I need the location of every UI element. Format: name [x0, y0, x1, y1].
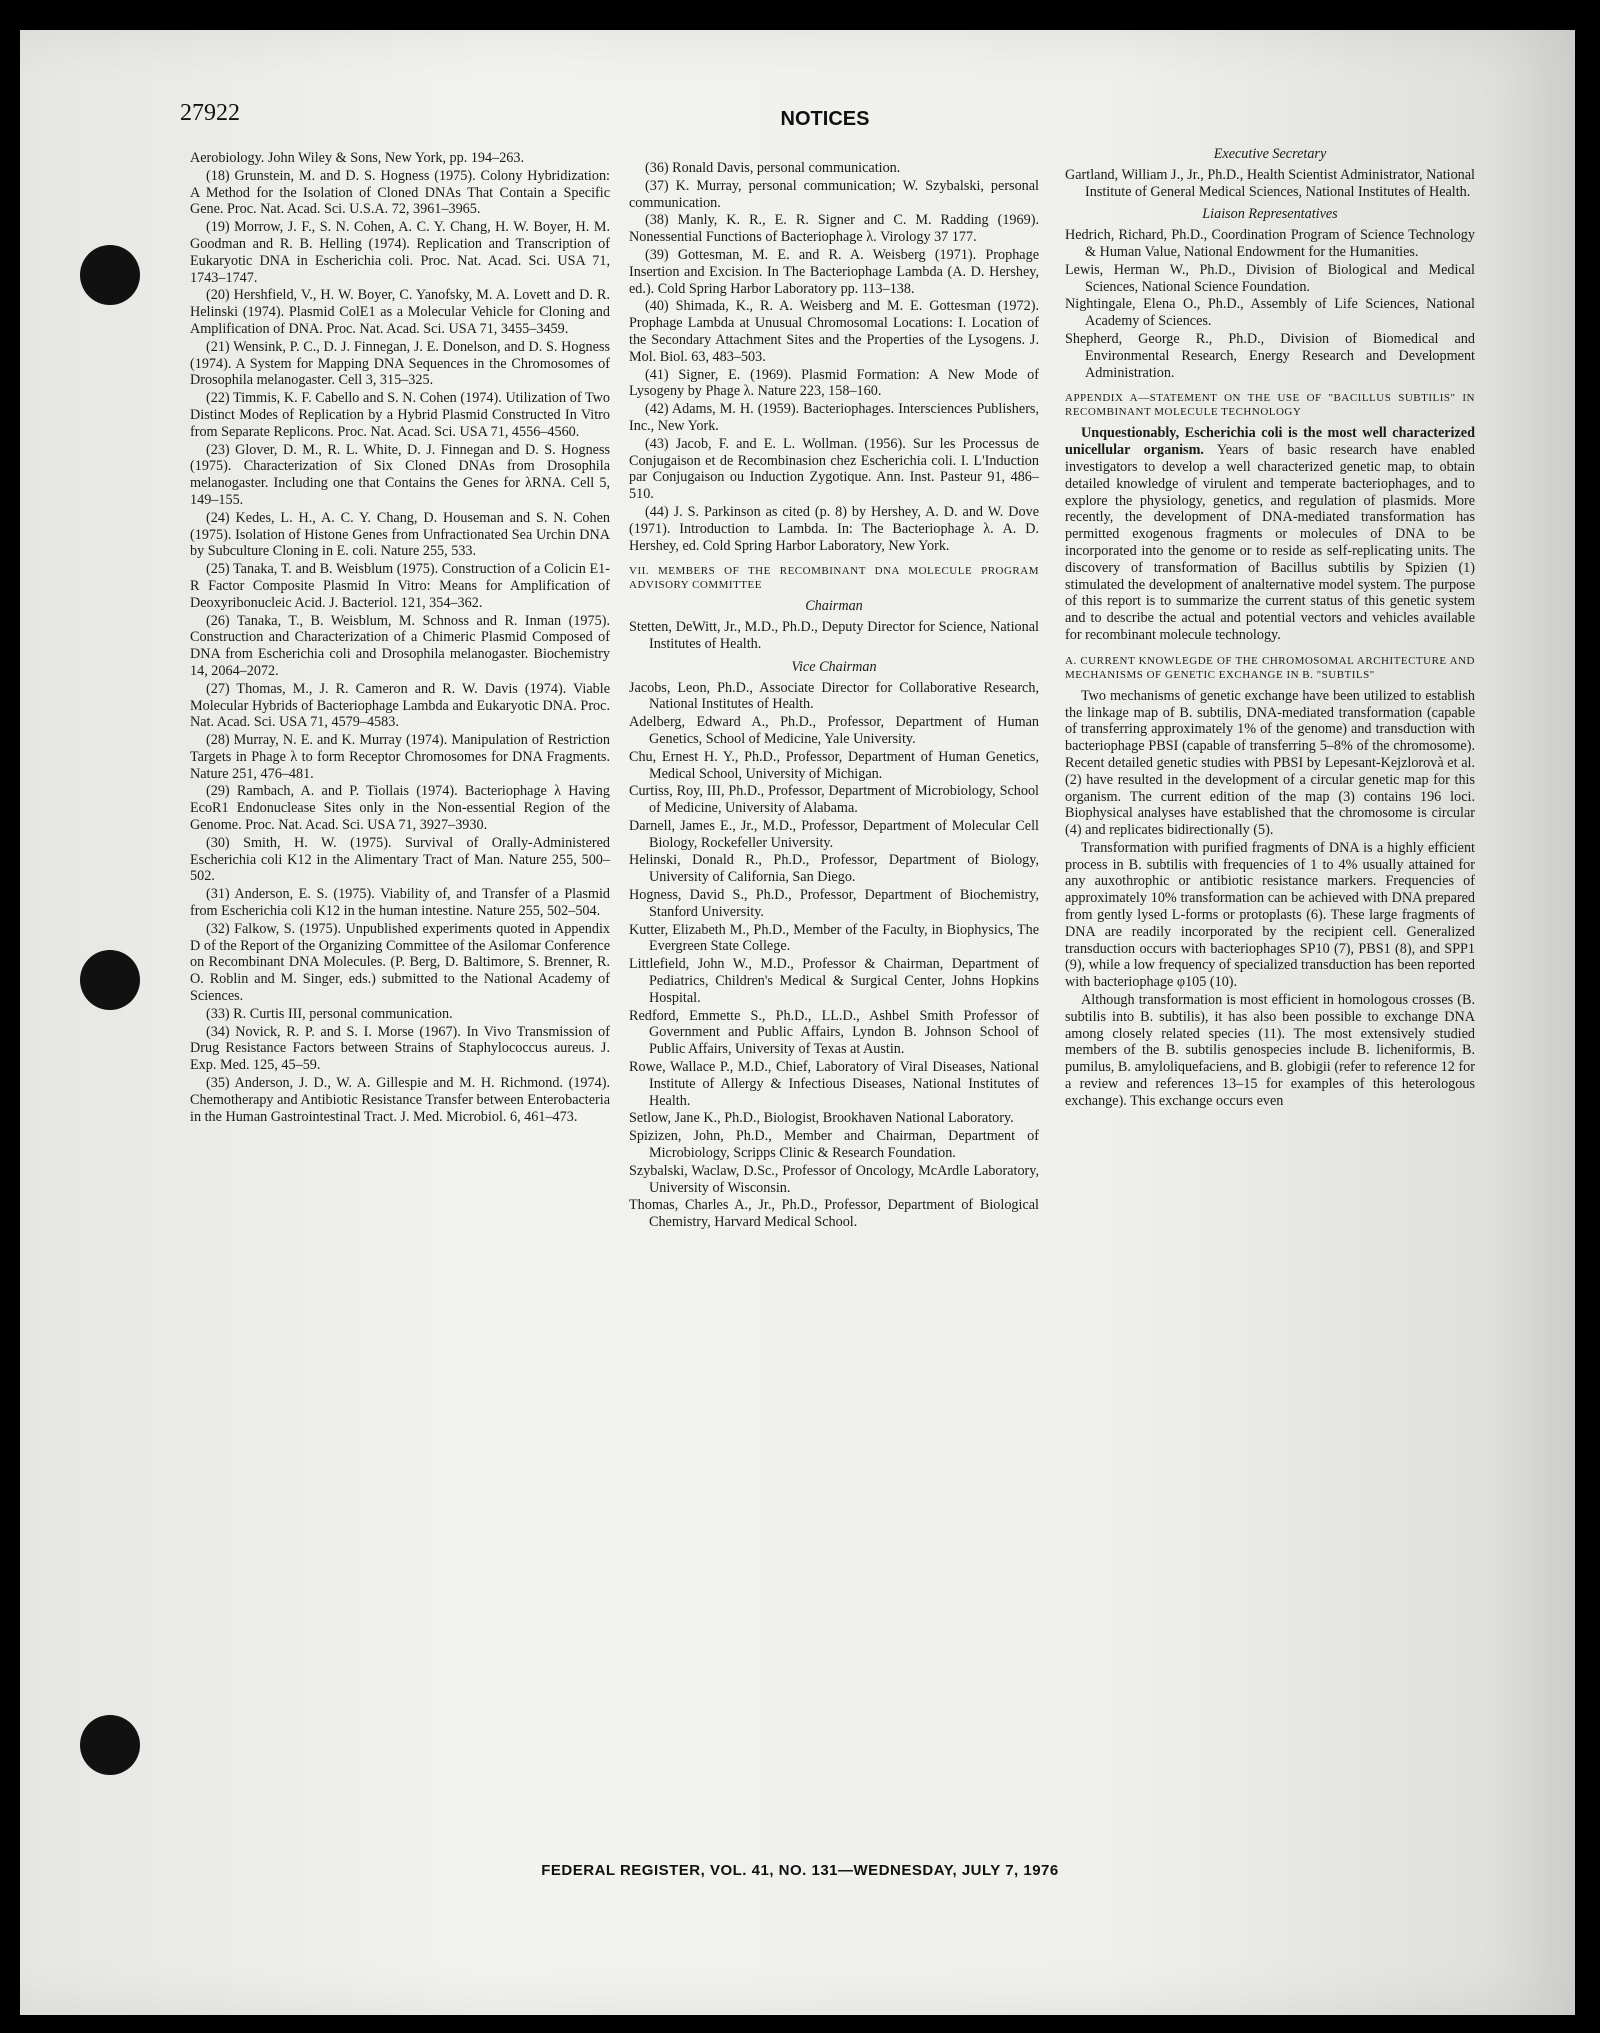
reference-entry: (33) R. Curtis III, personal communication. [206, 1005, 453, 1022]
reference-entry: (44) J. S. Parkinson as cited (p. 8) by Hershey, A. D. and W. Dove (1971). Introduction to Lambda. In: The Bacteriophage λ. A. D. Hershey, ed. Cold Spring Harbor Laboratory, New York. [629, 503, 1039, 554]
punch-hole [80, 245, 140, 305]
intro-paragraph [1065, 425, 1475, 643]
subheading-chairman: Chairman [805, 598, 863, 615]
committee-member: Gartland, William J., Jr., Ph.D., Health Scientist Administrator, National Institute of General Medical Sciences, National Institutes of Health. [1065, 166, 1475, 200]
committee-member: Szybalski, Waclaw, D.Sc., Professor of Oncology, McArdle Laboratory, University of Wisconsin. [629, 1162, 1039, 1196]
body-paragraph: Although transformation is most efficient in homologous crosses (B. subtilis into B. subtilis), it has also been possible to exchange DNA among closely related species (11). The most extensively studied members of the B. subtilis genospecies include B. licheniformis, B. pumilus, B. amyloliquefaciens, and B. globigii (refer to reference 12 for a review and references 13–15 for examples of this heterologous exchange). This exchange occurs even [1065, 992, 1475, 1109]
reference-entry: (35) Anderson, J. D., W. A. Gillespie and M. H. Richmond. (1974). Chemotherapy and Antibiotic Resistance Transfer between Enterobacteria in the Human Gastrointestinal Tract. J. Med. Microbiol. 6, 461–473. [190, 1075, 610, 1125]
reference-entry: (38) Manly, K. R., E. R. Signer and C. M. Radding (1969). Nonessential Functions of Bacteriophage λ. Virology 37 177. [629, 212, 1039, 246]
reference-entry: (36) Ronald Davis, personal communication. [645, 160, 901, 176]
intro-lead: Unquestionably, Escherichia coli is the most well characterized unicellular organism. [1065, 425, 1475, 459]
subheading-liaison: Liaison Representatives [1202, 206, 1338, 223]
reference-entry: (42) Adams, M. H. (1959). Bacteriophages. Intersciences Publishers, Inc., New York. [629, 401, 1039, 434]
punch-hole [80, 950, 140, 1010]
reference-entry: (19) Morrow, J. F., S. N. Cohen, A. C. Y. Chang, H. W. Boyer, H. M. Goodman and R. B. Helling (1974). Replication and Transcription of Eukaryotic DNA in Escherichia coli. Proc. Nat. Acad. Sci. USA 71, 1743–1747. [190, 219, 610, 286]
punch-hole [80, 1715, 140, 1775]
page-number: 27922 [180, 100, 240, 126]
reference-entry: (28) Murray, N. E. and K. Murray (1974). Manipulation of Restriction Targets in Phage λ to form Receptor Chromosomes for DNA Fragments. Nature 251, 476–481. [190, 732, 610, 782]
committee-member: Curtiss, Roy, III, Ph.D., Professor, Department of Microbiology, School of Medicine, University of Alabama. [629, 783, 1039, 817]
reference-entry: (18) Grunstein, M. and D. S. Hogness (1975). Colony Hybridization: A Method for the Isolation of Cloned DNAs That Contain a Specific Gene. Proc. Nat. Acad. Sci. U.S.A. 72, 3961–3965. [190, 167, 610, 218]
reference-entry: (21) Wensink, P. C., D. J. Finnegan, J. E. Donelson, and D. S. Hogness (1974). A System for Mapping DNA Sequences in the Chromosomes of Drosophila melanogaster. Cell 3, 315–325. [190, 338, 610, 389]
column-middle [629, 160, 1039, 1232]
subsection-heading: A. CURRENT KNOWLEGDE OF THE CHROMOSOMAL ARCHITECTURE AND MECHANISMS OF GENETIC EXCHANGE IN B. "SUBTILS" [1065, 654, 1475, 681]
committee-member: Rowe, Wallace P., M.D., Chief, Laboratory of Viral Diseases, National Institute of Allergy & Infectious Diseases, National Institutes of Health. [629, 1059, 1039, 1109]
reference-entry: (31) Anderson, E. S. (1975). Viability of, and Transfer of a Plasmid from Escherichia coli K12 in the human intestine. Nature 255, 502–504. [190, 886, 610, 920]
liaison-member: Hedrich, Richard, Ph.D., Coordination Program of Science Technology & Human Value, National Endowment for the Humanities. [1065, 227, 1475, 260]
reference-entry: (40) Shimada, K., R. A. Weisberg and M. E. Gottesman (1972). Prophage Lambda at Unusual Chromosomal Locations: I. Location of the Secondary Attachment Sites and the Properties of the Lysogens. J. Mol. Biol. 63, 483–503. [629, 298, 1039, 365]
reference-entry: (39) Gottesman, M. E. and R. A. Weisberg (1971). Prophage Insertion and Excision. In The Bacteriophage Lambda (A. D. Hershey, ed.). Cold Spring Harbor Laboratory pp. 113–138. [629, 246, 1039, 297]
reference-entry: (20) Hershfield, V., H. W. Boyer, C. Yanofsky, M. A. Lovett and D. R. Helinski (1974). Plasmid ColE1 as a Molecular Vehicle for Cloning and Amplification of DNA. Proc. Nat. Acad. Sci. USA 71, 3455–3459. [190, 287, 610, 337]
liaison-member: Nightingale, Elena O., Ph.D., Assembly of Life Sciences, National Academy of Sciences. [1065, 296, 1475, 330]
committee-member: Stetten, DeWitt, Jr., M.D., Ph.D., Deputy Director for Science, National Institutes of Health. [629, 619, 1039, 652]
committee-member: Adelberg, Edward A., Ph.D., Professor, Department of Human Genetics, School of Medicine, Yale University. [629, 714, 1039, 747]
committee-member: Setlow, Jane K., Ph.D., Biologist, Brookhaven National Laboratory. [629, 1110, 1014, 1127]
body-paragraph: Two mechanisms of genetic exchange have been utilized to establish the linkage map of B. subtilis, DNA-mediated transformation (capable of transferring approximately 1% of the genome) and transduction with bacteriophage PBSI (capable of transferring 5–8% of the chromosome). Recent detailed genetic studies with PBSI by Lepesant-Kejzlorovà et al. (2) have resulted in the development of a circular genetic map for this organism. The current edition of the map (3) contains 196 loci. Biophysical analyses have established that the chromosome is circular (4) and replicates bidirectionally (5). [1065, 687, 1475, 839]
committee-member: Helinski, Donald R., Ph.D., Professor, Department of Biology, University of California, San Diego. [629, 852, 1039, 886]
reference-entry: (41) Signer, E. (1969). Plasmid Formation: A New Mode of Lysogeny by Phage λ. Nature 223, 158–160. [629, 366, 1039, 400]
committee-member: Chu, Ernest H. Y., Ph.D., Professor, Department of Human Genetics, Medical School, University of Michigan. [629, 748, 1039, 782]
reference-entry: (43) Jacob, F. and E. L. Wollman. (1956). Sur les Processus de Conjugaison et de Recombinasion chez Escherichia coli. I. L'Induction par Conjugaison ou Induction Zygotique. Ann. Inst. Pasteur 91, 486–510. [629, 435, 1039, 503]
reference-entry: (24) Kedes, L. H., A. C. Y. Chang, D. Houseman and S. N. Cohen (1975). Isolation of Histone Genes from Unfractionated Sea Urchin DNA by Subculture Cloning in E. coli. Nature 255, 533. [190, 509, 610, 560]
committee-member: Spizizen, John, Ph.D., Member and Chairman, Department of Microbiology, Scripps Clinic & Research Foundation. [629, 1128, 1039, 1162]
reference-entry: (23) Glover, D. M., R. L. White, D. J. Finnegan and D. S. Hogness (1975). Characterization of Six Cloned DNAs from Drosophila melanogaster. Including one that Contains the Genes for λRNA. Cell 5, 149–155. [190, 441, 610, 508]
subheading-vice-chairman: Vice Chairman [791, 658, 877, 675]
reference-entry: (30) Smith, H. W. (1975). Survival of Orally-Administered Escherichia coli K12 in the Alimentary Tract of Man. Nature 255, 500–502. [190, 834, 610, 885]
liaison-member: Shepherd, George R., Ph.D., Division of Biomedical and Environmental Research, Energy Research and Development Administration. [1065, 330, 1475, 381]
column-right [1065, 140, 1475, 1111]
reference-entry: (26) Tanaka, T., B. Weisblum, M. Schnoss and R. Inman (1975). Construction and Characterization of a Chimeric Plasmid Composed of DNA from Escherichia coli and Drosophila melanogaster. Biochemistry 14, 2064–2072. [190, 612, 610, 679]
committee-member: Hogness, David S., Ph.D., Professor, Department of Biochemistry, Stanford University. [629, 887, 1039, 920]
committee-member: Redford, Emmette S., Ph.D., LL.D., Ashbel Smith Professor of Government and Public Affairs, Lyndon B. Johnson School of Public Affairs, University of Texas at Austin. [629, 1007, 1039, 1058]
reference-entry: (22) Timmis, K. F. Cabello and S. N. Cohen (1974). Utilization of Two Distinct Modes of Replication by a Hybrid Plasmid Constructed In Vitro from Separate Replicons. Proc. Nat. Acad. Sci. USA 71, 4556–4560. [190, 390, 610, 440]
committee-member: Littlefield, John W., M.D., Professor & Chairman, Department of Pediatrics, Children's Medical & Surgical Center, Johns Hopkins Hospital. [629, 956, 1039, 1006]
reference-entry: (25) Tanaka, T. and B. Weisblum (1975). Construction of a Colicin E1-R Factor Composite Plasmid In Vitro: Means for Amplification of Deoxyribonucleic Acid. J. Bacteriol. 121, 354–362. [190, 561, 610, 611]
body-paragraph: Transformation with purified fragments of DNA is a highly efficient process in B. subtilis with frequencies of 1 to 4% usually attained for any auxothrophic or antibiotic resistance markers. Frequencies of approximately 10% transformation can be achieved with DNA prepared from gently lysed L-forms or protoplasts (6). These large fragments of DNA are readily incorporated by the recipient cell. Generalized transduction occurs with bacteriophages SP10 (7), PBS1 (8), and SPP1 (9), while a low frequency of specialized transduction has been reported with bacteriophage φ105 (10). [1065, 839, 1475, 991]
reference-entry: Aerobiology. John Wiley & Sons, New York, pp. 194–263. [190, 150, 525, 166]
reference-entry: (32) Falkow, S. (1975). Unpublished experiments quoted in Appendix D of the Report of the Organizing Committee of the Asilomar Conference on Recombinant DNA Molecules. (P. Berg, D. Baltimore, S. Brenner, R. O. Roblin and M. Singer, eds.) submitted to the National Academy of Sciences. [190, 920, 610, 1005]
column-left [190, 150, 610, 1126]
page-footer: FEDERAL REGISTER, VOL. 41, NO. 131—WEDNESDAY, JULY 7, 1976 [541, 1862, 1059, 1879]
subheading-executive-secretary: Executive Secretary [1213, 146, 1327, 162]
committee-member: Darnell, James E., Jr., M.D., Professor, Department of Molecular Cell Biology, Rockefeller University. [629, 817, 1039, 851]
committee-member: Kutter, Elizabeth M., Ph.D., Member of the Faculty, in Biophysics, The Evergreen State College. [629, 921, 1039, 955]
liaison-member: Lewis, Herman W., Ph.D., Division of Biological and Medical Sciences, National Science Foundation. [1065, 261, 1475, 295]
appendix-heading: APPENDIX A—STATEMENT ON THE USE OF "BACILLUS SUBTILIS" IN RECOMBINANT MOLECULE TECHNOLOGY [1065, 392, 1475, 419]
reference-entry: (34) Novick, R. P. and S. I. Morse (1967). In Vivo Transmission of Drug Resistance Factors between Strains of Staphylococcus aureus. J. Exp. Med. 125, 45–59. [190, 1023, 610, 1074]
reference-entry: (29) Rambach, A. and P. Tiollais (1974). Bacteriophage λ Having EcoR1 Endonuclease Sites only in the Non-essential Region of the Genome. Proc. Nat. Acad. Sci. USA 71, 3927–3930. [190, 783, 610, 834]
section-heading: VII. MEMBERS OF THE RECOMBINANT DNA MOLECULE PROGRAM ADVISORY COMMITTEE [629, 565, 1039, 592]
page-title: NOTICES [780, 108, 870, 130]
reference-entry: (37) K. Murray, personal communication; W. Szybalski, personal communication. [629, 177, 1039, 211]
reference-entry: (27) Thomas, M., J. R. Cameron and R. W. Davis (1974). Viable Molecular Hybrids of Bacteriophage Lambda and Eukaryotic DNA. Proc. Nat. Acad. Sci. USA 71, 4579–4583. [190, 680, 610, 731]
intro-rest: Years of basic research have enabled investigators to develop a well characterized genetic map, to obtain detailed knowledge of virulent and temperate bacteriophages, and to explore the physiology, genetics, and regulation of plasmids. More recently, the development of DNA-mediated transformation has permitted exogenous fragments or molecules of DNA to be incorporated into the genome or to reside as self-replicating units. The discovery of transformation of Bacillus subtilis by Spizien (1) stimulated the development of analternative model system. The purpose of this report is to summarize the current status of this genetic system and to describe the actual and potential vectors and vehicles available for recombinant molecule technology. [1065, 442, 1475, 643]
committee-member: Jacobs, Leon, Ph.D., Associate Director for Collaborative Research, National Institutes of Health. [629, 679, 1039, 713]
committee-member: Thomas, Charles A., Jr., Ph.D., Professor, Department of Biological Chemistry, Harvard Medical School. [629, 1197, 1039, 1231]
